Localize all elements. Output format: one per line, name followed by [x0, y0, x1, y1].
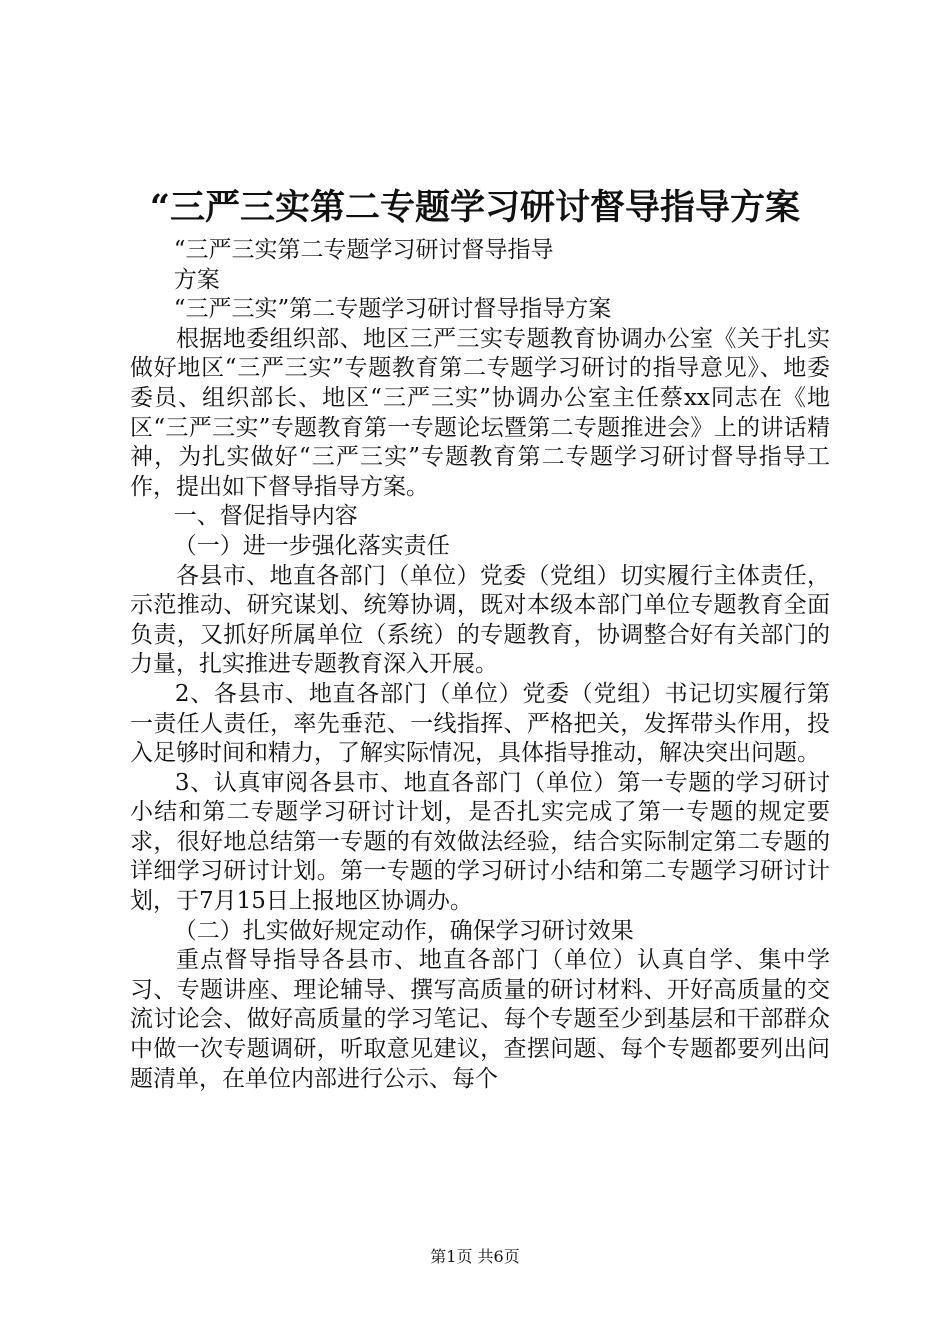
page-footer: 第1页 共6页: [430, 1247, 520, 1266]
section-heading-1: 一、督促指导内容: [173, 503, 358, 530]
subsection-heading-2: （二）扎实做好规定动作，确保学习研讨效果: [173, 917, 634, 944]
document-body: [130, 236, 830, 1094]
paragraph-subtitle-line2: 方案: [173, 266, 220, 293]
paragraph-item-2: 2、各县市、地直各部门（单位）党委（党组）书记切实履行第一责任人责任，率先垂范、一线指挥、严格把关，发挥带头作用，投入足够时间和精力，了解实际情况，具体指导推动，解决突出问题。: [130, 680, 830, 767]
paragraph-item-3: 3、认真审阅各县市、地直各部门（单位）第一专题的学习研讨小结和第二专题学习研讨计划，是否扎实完成了第一专题的规定要求，很好地总结第一专题的有效做法经验，结合实际制定第二专题的详细学习研讨计划。第一专题的学习研讨小结和第二专题学习研讨计划，于7月15日上报地区协调办。: [130, 769, 830, 915]
paragraph-item-1: 各县市、地直各部门（单位）党委（党组）切实履行主体责任，示范推动、研究谋划、统筹协调，既对本级本部门单位专题教育全面负责，又抓好所属单位（系统）的专题教育，协调整合好有关部门的力量，扎实推进专题教育深入开展。: [130, 562, 830, 678]
paragraph-heading: “三严三实”第二专题学习研讨督导指导方案: [173, 296, 612, 323]
subsection-heading-1: （一）进一步强化落实责任: [173, 532, 450, 559]
document-title: “三严三实第二专题学习研讨督导指导方案: [149, 187, 801, 228]
paragraph-item-4: 重点督导指导各县市、地直各部门（单位）认真自学、集中学习、专题讲座、理论辅导、撰写高质量的研讨材料、开好高质量的交流讨论会、做好高质量的学习笔记、每个专题至少到基层和干部群众中做一次专题调研，听取意见建议，查摆问题、每个专题都要列出问题清单，在单位内部进行公示、每个: [130, 947, 830, 1092]
paragraph-intro: 根据地委组织部、地区三严三实专题教育协调办公室《关于扎实做好地区“三严三实”专题教育第二专题学习研讨的指导意见》、地委委员、组织部长、地区“三严三实”协调办公室主任蔡xx同志在《地区“三严三实”专题教育第一专题论坛暨第二专题推进会》上的讲话精神，为扎实做好“三严三实”专题教育第二专题学习研讨督导指导工作，提出如下督导指导方案。: [130, 325, 830, 500]
paragraph-subtitle-line1: “三严三实第二专题学习研讨督导指导: [173, 237, 554, 263]
